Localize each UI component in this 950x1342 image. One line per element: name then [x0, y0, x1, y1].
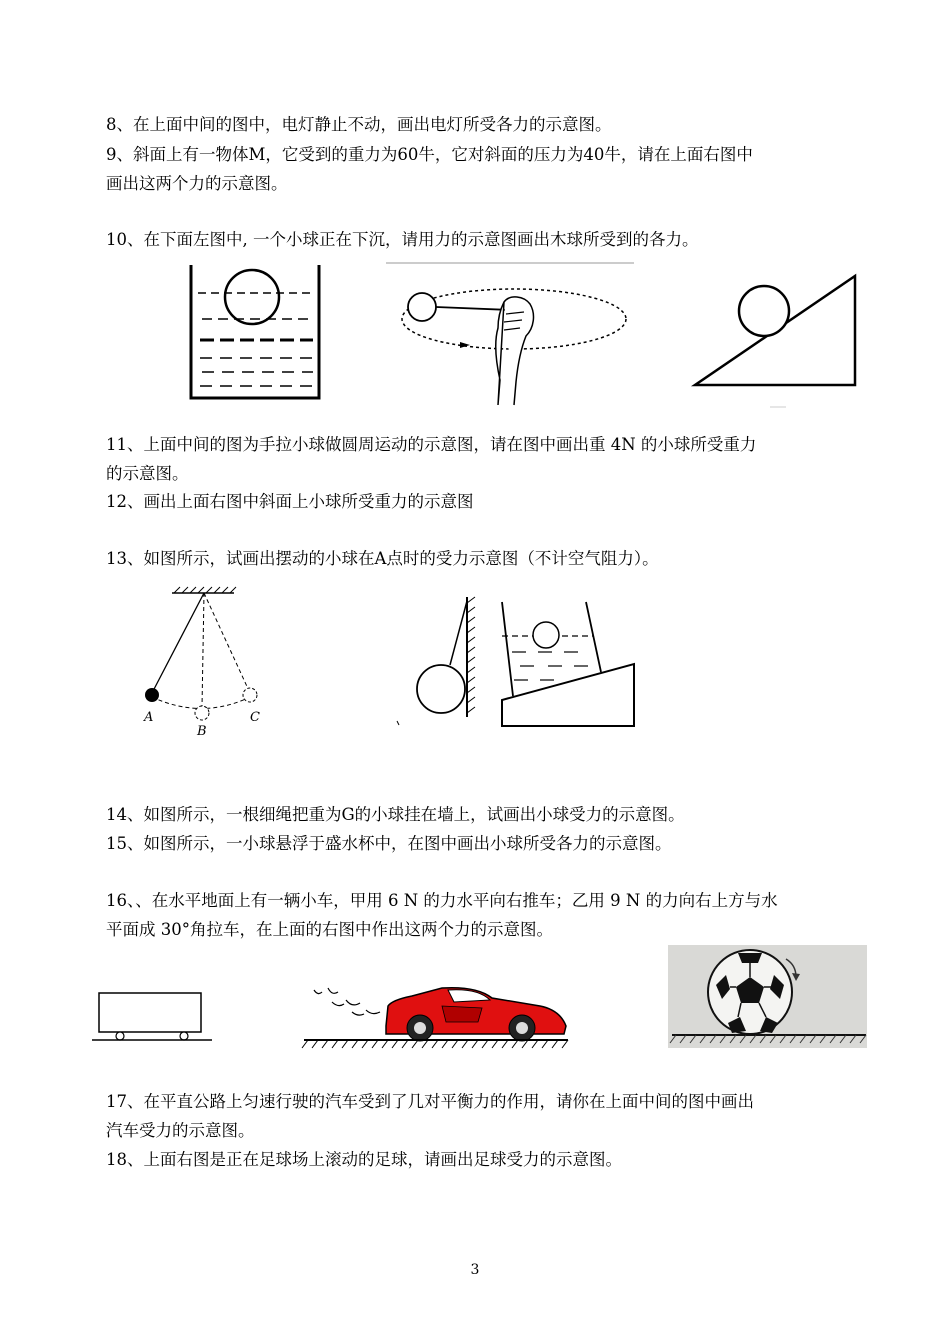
- pendulum-label-a: A: [144, 710, 154, 725]
- page-number: 3: [470, 1262, 480, 1278]
- incline-ball-figure: [692, 270, 862, 410]
- question-11-line2: 的示意图。: [106, 464, 189, 483]
- question-12: 12、画出上面右图中斜面上小球所受重力的示意图: [106, 492, 474, 511]
- pendulum-label-b: B: [197, 724, 207, 739]
- car-figure: [302, 982, 572, 1050]
- pendulum-label-c: C: [250, 710, 260, 725]
- question-18: 18、上面右图是正在足球场上滚动的足球，请画出足球受力的示意图。: [106, 1150, 622, 1169]
- question-16-line1: 16、、在水平地面上有一辆小车，甲用 6 N 的力水平向右推车；乙用 9 N 的力向右上方与水: [106, 891, 778, 910]
- question-10: 10、在下面左图中, 一个小球正在下沉，请用力的示意图画出木球所受到的各力。: [106, 230, 699, 249]
- question-14: 14、如图所示，一根细绳把重为G的小球挂在墙上，试画出小球受力的示意图。: [106, 805, 685, 824]
- cup-on-incline-figure: [498, 600, 638, 730]
- beaker-ball-figure: [188, 262, 323, 402]
- question-11-line1: 11、上面中间的图为手拉小球做圆周运动的示意图，请在图中画出重 4N 的小球所受重力: [106, 435, 757, 454]
- question-13: 13、如图所示，试画出摆动的小球在A点时的受力示意图（不计空气阻力）。: [106, 549, 659, 568]
- question-17-line1: 17、在平直公路上匀速行驶的汽车受到了几对平衡力的作用，请你在上面中间的图中画出: [106, 1092, 754, 1111]
- question-15: 15、如图所示，一小球悬浮于盛水杯中，在图中画出小球所受各力的示意图。: [106, 834, 672, 853]
- question-9-line2: 画出这两个力的示意图。: [106, 174, 288, 193]
- question-17-line2: 汽车受力的示意图。: [106, 1121, 255, 1140]
- circular-motion-figure: [386, 262, 636, 407]
- question-9-line1: 9、斜面上有一物体M，它受到的重力为60牛，它对斜面的压力为40牛，请在上面右图中: [106, 145, 753, 164]
- soccer-ball-figure: [668, 945, 867, 1048]
- question-16-line2: 平面成 30°角拉车，在上面的右图中作出这两个力的示意图。: [106, 920, 553, 939]
- cart-figure: [92, 990, 214, 1050]
- pendulum-figure: [140, 585, 270, 745]
- question-8: 8、在上面中间的图中，电灯静止不动，画出电灯所受各力的示意图。: [106, 115, 612, 134]
- wall-hanging-ball-figure: [395, 595, 485, 730]
